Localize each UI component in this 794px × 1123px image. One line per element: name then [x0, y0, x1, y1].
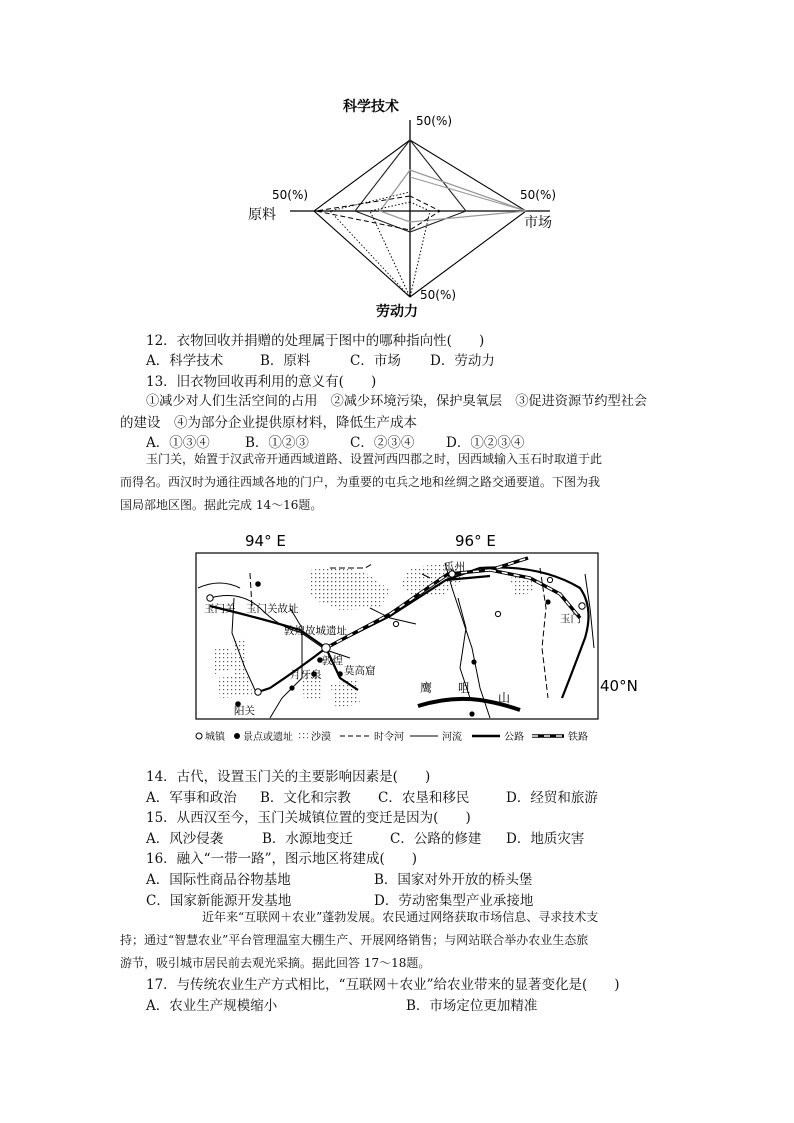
- town-yumenguan: [207, 595, 213, 601]
- label-yumenguan-site: 玉门关故址: [246, 603, 299, 615]
- value-right: 50(%): [520, 188, 557, 202]
- q16-option-d: D．劳动密集型产业承接地: [374, 893, 534, 909]
- q16-option-a: A．国际性商品谷物基地: [146, 872, 291, 888]
- passage1-line1: 玉门关，始置于汉武帝开通西域道路、设置河西四郡之时，因西域输入玉石时取道于此: [146, 452, 603, 466]
- q12-stem: 12．衣物回收并捐赠的处理属于图中的哪种指向性( ): [146, 333, 485, 349]
- q13-option-a: A．①③④: [146, 435, 210, 451]
- q13-option-d: D．①②③④: [446, 435, 525, 451]
- label-market: 市场: [524, 215, 552, 231]
- label-yumenguan: 玉门关: [204, 603, 236, 615]
- legend-rail: 铁路: [568, 732, 588, 743]
- radar-diagram: [230, 92, 590, 320]
- lon-94: 94° E: [245, 532, 286, 550]
- q15-option-c: C．公路的修建: [390, 831, 482, 847]
- mountain-char-2: 咀: [458, 681, 471, 695]
- q14-option-d: D．经贸和旅游: [506, 790, 598, 806]
- town-yangguan: [255, 689, 261, 695]
- map-legend: [196, 730, 588, 743]
- town-yumen: [579, 603, 585, 609]
- passage2-line2: 持；通过“智慧农业”平台管理温室大棚生产、开展网络销售；与网站联合举办农业生态旅: [120, 933, 589, 947]
- label-dunhuang: 敦煌: [322, 655, 343, 667]
- q12-option-b: B．原料: [260, 353, 311, 369]
- site-mogaoku: [337, 671, 343, 677]
- legend-road: 公路: [504, 732, 524, 743]
- q17-stem: 17．与传统农业生产方式相比，“互联网＋农业”给农业带来的显著变化是( ): [146, 977, 620, 993]
- q13-option-c: C．②③④: [350, 435, 415, 451]
- value-left: 50(%): [272, 188, 309, 202]
- site-yumenguan: [255, 581, 261, 587]
- q16-stem: 16．融入“一带一路”，图示地区将建成( ): [146, 851, 418, 867]
- label-science: 科学技术: [343, 99, 399, 115]
- legend-seasonal: 时令河: [374, 732, 404, 743]
- legend-site: 景点或遗址: [243, 732, 293, 743]
- diamond-frame: [314, 140, 526, 297]
- series-market: [380, 170, 526, 222]
- q14-option-b: B．文化和宗教: [260, 790, 351, 806]
- q15-option-d: D．地质灾害: [506, 831, 585, 847]
- town-dunhuang-site: [322, 644, 330, 652]
- label-mogaoku: 莫高窟: [344, 665, 376, 677]
- q14-option-a: A．军事和政治: [146, 790, 237, 806]
- passage1-line2: 而得名。西汉时为通往西域各地的门户，为重要的屯兵之地和丝绸之路交通要道。下图为我: [120, 475, 601, 489]
- lat-40: 40°N: [600, 677, 638, 695]
- q12-option-a: A．科学技术: [146, 353, 224, 369]
- passage2-line1: 近年来“互联网＋农业”蓬勃发展。农民通过网络获取市场信息、寻求技术支: [202, 910, 599, 924]
- q16-option-b: B．国家对外开放的桥头堡: [374, 872, 533, 888]
- legend-river: 河流: [442, 732, 462, 743]
- region-map: [190, 528, 642, 750]
- passage2: [120, 906, 680, 975]
- label-yumen: 玉门: [560, 613, 581, 625]
- passage1: [120, 448, 680, 517]
- label-raw: 原料: [248, 207, 276, 223]
- q14-option-c: C．农垦和移民: [378, 790, 470, 806]
- q15-option-a: A．风沙侵袭: [146, 831, 224, 847]
- q17-option-a: A．农业生产规模缩小: [146, 998, 278, 1014]
- series-labor: [370, 202, 430, 297]
- q16-option-c: C．国家新能源开发基地: [146, 893, 292, 909]
- legend-desert: 沙漠: [311, 732, 331, 743]
- q13-stem: 13．旧衣物回收再利用的意义有( ): [146, 374, 377, 390]
- lon-96: 96° E: [455, 532, 496, 550]
- label-yangguan: 阳关: [234, 705, 255, 717]
- q12-option-c: C．市场: [350, 353, 401, 369]
- passage2-line3: 游节，吸引城市居民前去观光采摘。据此回答 17～18题。: [120, 956, 431, 970]
- label-dunhuang-site: 敦煌故城遗址: [284, 625, 347, 637]
- mountain-char-3: 山: [498, 691, 511, 705]
- passage1-line3: 国局部地区图。据此完成 14～16题。: [120, 498, 323, 512]
- q13-line1: ①减少对人们生活空间的占用 ②减少环境污染，保护臭氧层 ③促进资源节约型社会: [146, 394, 648, 409]
- label-labor: 劳动力: [376, 304, 418, 320]
- value-bottom: 50(%): [420, 288, 457, 302]
- q13-line2: 的建设 ④为部分企业提供原材料，降低生产成本: [120, 415, 417, 431]
- value-top: 50(%): [416, 114, 453, 128]
- q13-option-b: B．①②③: [245, 435, 309, 451]
- q15-option-b: B．水源地变迁: [262, 831, 353, 847]
- q17-option-b: B．市场定位更加精准: [406, 998, 538, 1014]
- q14-stem: 14．古代，设置玉门关的主要影响因素是( ): [146, 769, 431, 785]
- q15-stem: 15．从西汉至今，玉门关城镇位置的变迁是因为( ): [146, 810, 471, 826]
- series-raw: [316, 196, 440, 230]
- legend-town: 城镇: [205, 732, 225, 743]
- label-guazhou: 瓜州: [444, 561, 465, 573]
- mountain-char-1: 鹰: [420, 681, 433, 695]
- q12-option-d: D．劳动力: [430, 353, 495, 369]
- label-yueyaquan: 月牙泉: [290, 669, 322, 681]
